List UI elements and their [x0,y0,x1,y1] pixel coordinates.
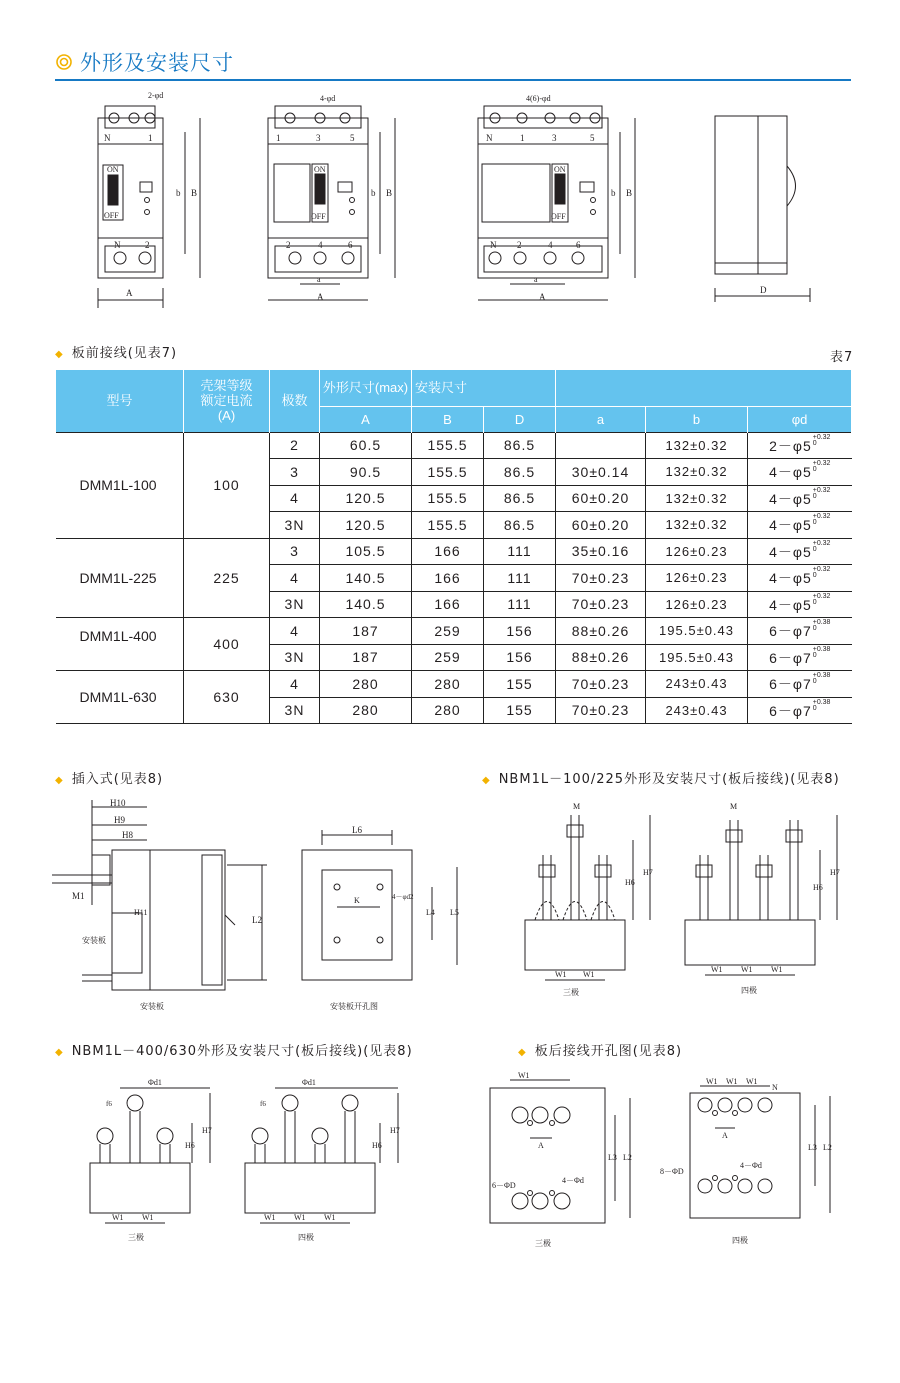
svg-text:OFF: OFF [104,211,119,220]
nbm-big-drawings [80,1068,420,1248]
svg-text:W1: W1 [741,965,753,974]
svg-text:四极: 四极 [741,986,757,995]
svg-text:W1: W1 [726,1077,738,1086]
svg-text:f6: f6 [260,1100,266,1108]
diamond-icon: ◆ [482,775,491,786]
cell-phid [748,591,852,618]
spec-table [55,370,852,724]
svg-text:5: 5 [350,133,355,143]
cell-poles: 4 [270,671,320,698]
cell-b: 243±0.43 [646,697,748,724]
svg-text:A: A [317,292,324,302]
svg-text:N: N [114,240,121,250]
svg-text:4－Φd: 4－Φd [740,1161,762,1170]
phid-value: 4－φ5 [769,596,812,613]
header-poles: 极数 [270,370,320,432]
cell-b: 259 [412,618,484,645]
cell-a [556,432,646,459]
svg-text:W1: W1 [324,1213,336,1222]
tolerance [813,647,831,659]
cell-rating: 225 [184,538,270,618]
svg-text:W1: W1 [518,1071,530,1080]
phid-value: 6－φ7 [769,649,812,666]
svg-text:a: a [317,275,321,284]
nbm-small-3pole [525,815,650,980]
section-nbm-big-title: ◆ NBM1L－400/630外形及安装尺寸(板后接线)(见表8) [55,1044,413,1059]
svg-text:f6: f6 [106,1100,112,1108]
svg-text:2: 2 [517,240,522,250]
tolerance [813,514,831,526]
cell-d: 86.5 [484,459,556,486]
cell-a: 187 [320,644,412,671]
svg-text:D: D [760,285,767,295]
svg-text:安装板开孔图: 安装板开孔图 [330,1002,378,1011]
tolerance-lower: 0 [812,545,817,553]
spec-table-body [56,432,852,724]
holes-4pole [690,1086,830,1218]
phid-value: 4－φ5 [769,490,812,507]
cell-d: 156 [484,644,556,671]
cell-b: 132±0.32 [646,485,748,512]
table-row [56,618,852,645]
cell-a: 70±0.23 [556,671,646,698]
plugin-hole-view [302,830,457,980]
svg-text:A: A [722,1131,728,1140]
svg-text:H9: H9 [114,815,125,825]
cell-phid [748,565,852,592]
svg-text:四极: 四极 [732,1236,748,1245]
cell-b: 166 [412,591,484,618]
svg-text:W1: W1 [711,965,723,974]
header-outline: 外形尺寸(max) [320,370,412,406]
cell-a: 280 [320,671,412,698]
cell-b: 259 [412,644,484,671]
svg-text:H8: H8 [122,830,133,840]
svg-text:1: 1 [276,133,281,143]
cell-b: 126±0.23 [646,538,748,565]
tolerance [813,673,831,685]
svg-text:W1: W1 [746,1077,758,1086]
cell-phid [748,671,852,698]
cell-b: 132±0.32 [646,512,748,539]
header-col-a: a [556,406,646,432]
holes-3pole [490,1080,630,1223]
svg-text:H7: H7 [643,868,653,877]
svg-text:8－ΦD: 8－ΦD [660,1167,684,1176]
table-row [56,538,852,565]
svg-text:M: M [573,802,581,811]
cell-b: 126±0.23 [646,591,748,618]
plugin-drawings [52,795,472,1020]
tolerance-lower: 0 [812,466,817,474]
tolerance [813,700,831,712]
svg-text:A: A [539,292,546,302]
cell-a: 60±0.20 [556,512,646,539]
phid-value: 2－φ5 [769,437,812,454]
svg-text:H6: H6 [185,1141,195,1150]
svg-text:4－Φd: 4－Φd [562,1176,584,1185]
diamond-icon: ◆ [518,1047,527,1058]
tolerance-lower: 0 [812,598,817,606]
cell-a: 30±0.14 [556,459,646,486]
svg-text:N: N [772,1083,778,1092]
cell-poles: 4 [270,565,320,592]
nbm-big-3pole [90,1088,210,1223]
svg-text:3: 3 [552,133,557,143]
cell-a: 120.5 [320,485,412,512]
tolerance-lower: 0 [812,519,817,527]
header-col-d: D [484,406,556,432]
svg-text:2-φd: 2-φd [148,91,164,100]
cell-d: 86.5 [484,432,556,459]
svg-text:N: N [486,133,493,143]
tolerance-lower: 0 [812,704,817,712]
cell-a: 88±0.26 [556,644,646,671]
cell-a: 60.5 [320,432,412,459]
outline-4pole [478,106,635,300]
svg-text:3: 3 [316,133,321,143]
svg-text:4－φd2: 4－φd2 [392,893,414,901]
cell-poles: 3 [270,459,320,486]
cell-d: 86.5 [484,512,556,539]
tolerance-upper: +0.38 [812,645,831,653]
outline-side [715,116,810,302]
svg-text:W1: W1 [142,1213,154,1222]
cell-b: 155.5 [412,459,484,486]
nbm-small-4pole [685,815,837,975]
svg-text:6－ΦD: 6－ΦD [492,1181,516,1190]
cell-b: 195.5±0.43 [646,618,748,645]
cell-a: 187 [320,618,412,645]
svg-text:M1: M1 [72,891,85,901]
tolerance [813,541,831,553]
tolerance-upper: +0.32 [812,566,831,574]
diamond-icon: ◆ [55,775,64,786]
svg-text:1: 1 [148,133,153,143]
cell-a: 105.5 [320,538,412,565]
header-model: 型号 [56,370,184,432]
cell-a: 140.5 [320,565,412,592]
phid-value: 6－φ7 [769,702,812,719]
cell-a: 88±0.26 [556,618,646,645]
cell-b: 132±0.32 [646,432,748,459]
phid-value: 4－φ5 [769,543,812,560]
tolerance-upper: +0.32 [812,486,831,494]
target-icon [56,54,72,70]
hole-drawings [480,1068,850,1253]
svg-text:M: M [730,802,738,811]
tolerance-upper: +0.32 [812,460,831,468]
cell-model: DMM1L-100 [56,432,184,538]
cell-rating: 630 [184,671,270,724]
svg-text:H11: H11 [134,908,148,917]
tolerance-upper: +0.32 [812,433,831,441]
table-row [56,671,852,698]
svg-text:K: K [354,896,360,905]
svg-text:安装板: 安装板 [140,1002,164,1011]
diamond-icon: ◆ [55,349,64,360]
tolerance [813,488,831,500]
header-col-b: b [646,406,748,432]
svg-text:4(6)-φd: 4(6)-φd [526,94,551,103]
cell-poles: 3N [270,697,320,724]
cell-b: 155.5 [412,432,484,459]
svg-text:6: 6 [576,240,581,250]
svg-text:4: 4 [318,240,323,250]
table-row [56,432,852,459]
svg-text:W1: W1 [264,1213,276,1222]
section-nbm-small-title: ◆ NBM1L－100/225外形及安装尺寸(板后接线)(见表8) [482,772,840,787]
svg-text:4-φd: 4-φd [320,94,336,103]
cell-phid [748,618,852,645]
tolerance [813,435,831,447]
tolerance-lower: 0 [812,678,817,686]
svg-text:安装板: 安装板 [82,936,106,945]
svg-text:H6: H6 [625,878,635,887]
diamond-icon: ◆ [55,1047,64,1058]
svg-text:Φd1: Φd1 [148,1078,162,1087]
cell-b: 155.5 [412,512,484,539]
svg-text:OFF: OFF [311,212,326,221]
phid-value: 6－φ7 [769,623,812,640]
cell-b: 132±0.32 [646,459,748,486]
cell-poles: 4 [270,618,320,645]
page-title: 外形及安装尺寸 [80,51,234,75]
svg-text:三极: 三极 [563,988,579,997]
svg-text:L2: L2 [823,1143,832,1152]
svg-text:6: 6 [348,240,353,250]
cell-b: 280 [412,671,484,698]
cell-d: 156 [484,618,556,645]
cell-a: 60±0.20 [556,485,646,512]
cell-d: 155 [484,671,556,698]
svg-text:三极: 三极 [535,1239,551,1248]
cell-rating: 100 [184,432,270,538]
svg-text:H10: H10 [110,798,126,808]
svg-text:L3: L3 [808,1143,817,1152]
tolerance-lower: 0 [812,572,817,580]
cell-phid [748,697,852,724]
cell-b: 243±0.43 [646,671,748,698]
tolerance-upper: +0.32 [812,592,831,600]
svg-text:B: B [386,188,393,198]
svg-text:H6: H6 [372,1141,382,1150]
cell-phid [748,459,852,486]
cell-d: 111 [484,565,556,592]
svg-text:L2: L2 [252,915,262,925]
tolerance [813,567,831,579]
cell-model: DMM1L-225 [56,538,184,618]
svg-text:L6: L6 [352,825,362,835]
header-col-a-upper: A [320,406,412,432]
tolerance [813,620,831,632]
nbm-big-4pole [245,1088,398,1223]
cell-poles: 3 [270,538,320,565]
cell-b: 280 [412,697,484,724]
svg-text:a: a [534,275,538,284]
cell-phid [748,432,852,459]
svg-text:5: 5 [590,133,595,143]
cell-a: 120.5 [320,512,412,539]
svg-text:四极: 四极 [298,1233,314,1242]
tolerance-upper: +0.32 [812,539,831,547]
cell-d: 111 [484,538,556,565]
cell-rating: 400 [184,618,270,671]
nbm-small-drawings [515,795,850,1000]
header-col-phid: φd [748,406,852,432]
tolerance-upper: +0.32 [812,513,831,521]
svg-text:H6: H6 [813,883,823,892]
phid-value: 6－φ7 [769,676,812,693]
section-holes-title: ◆ 板后接线开孔图(见表8) [518,1044,683,1059]
cell-poles: 4 [270,485,320,512]
svg-text:N: N [490,240,497,250]
svg-text:b: b [611,188,616,198]
tolerance-lower: 0 [812,651,817,659]
svg-text:W1: W1 [294,1213,306,1222]
svg-text:2: 2 [286,240,291,250]
svg-text:b: b [176,188,181,198]
cell-poles: 3N [270,591,320,618]
svg-text:B: B [626,188,633,198]
svg-text:2: 2 [145,240,150,250]
cell-a: 70±0.23 [556,591,646,618]
phid-value: 4－φ5 [769,570,812,587]
cell-a: 35±0.16 [556,538,646,565]
cell-a: 280 [320,697,412,724]
tolerance [813,461,831,473]
svg-text:ON: ON [554,165,566,174]
cell-d: 86.5 [484,485,556,512]
header-col-b-upper: B [412,406,484,432]
tolerance-lower: 0 [812,492,817,500]
svg-text:A: A [538,1141,544,1150]
cell-b: 166 [412,538,484,565]
svg-text:1: 1 [520,133,525,143]
cell-b: 155.5 [412,485,484,512]
tolerance-lower: 0 [812,439,817,447]
cell-a: 140.5 [320,591,412,618]
cell-a: 70±0.23 [556,697,646,724]
cell-d: 111 [484,591,556,618]
header-rating: 壳架等级 额定电流 (A) [184,370,270,432]
cell-b: 195.5±0.43 [646,644,748,671]
phid-value: 4－φ5 [769,464,812,481]
svg-text:b: b [371,188,376,198]
svg-text:N: N [104,133,111,143]
svg-text:W1: W1 [771,965,783,974]
cell-b: 126±0.23 [646,565,748,592]
tolerance [813,594,831,606]
cell-phid [748,538,852,565]
svg-text:A: A [126,288,133,298]
table-number: 表7 [830,350,854,365]
svg-text:L4: L4 [426,908,435,917]
svg-text:Φd1: Φd1 [302,1078,316,1087]
svg-text:ON: ON [314,165,326,174]
cell-model: DMM1L-630 [56,671,184,724]
svg-text:OFF: OFF [551,212,566,221]
svg-text:ON: ON [107,165,119,174]
cell-a: 70±0.23 [556,565,646,592]
cell-d: 155 [484,697,556,724]
cell-b: 166 [412,565,484,592]
title-rule [55,79,851,81]
outline-3pole [268,106,395,300]
cell-model: DMM1L-400 [56,618,184,671]
svg-text:L5: L5 [450,908,459,917]
tolerance-lower: 0 [812,625,817,633]
svg-text:W1: W1 [555,970,567,979]
cell-phid [748,512,852,539]
section-plugin-title: ◆ 插入式(见表8) [55,772,164,787]
svg-text:B: B [191,188,198,198]
svg-text:H7: H7 [830,868,840,877]
svg-text:W1: W1 [112,1213,124,1222]
cell-phid [748,485,852,512]
svg-text:三极: 三极 [128,1233,144,1242]
svg-text:L3: L3 [608,1153,617,1162]
svg-text:H7: H7 [390,1126,400,1135]
cell-a: 90.5 [320,459,412,486]
svg-text:W1: W1 [583,970,595,979]
svg-text:4: 4 [548,240,553,250]
cell-phid [748,644,852,671]
tolerance-upper: +0.38 [812,698,831,706]
tolerance-upper: +0.38 [812,672,831,680]
section-front-title: ◆ 板前接线(见表7) [55,346,178,361]
svg-text:L2: L2 [623,1153,632,1162]
phid-value: 4－φ5 [769,517,812,534]
svg-text:W1: W1 [706,1077,718,1086]
cell-poles: 3N [270,644,320,671]
cell-poles: 3N [270,512,320,539]
cell-poles: 2 [270,432,320,459]
tolerance-upper: +0.38 [812,619,831,627]
outline-drawings [90,88,830,308]
header-install: 安装尺寸 [412,370,556,406]
svg-text:H7: H7 [202,1126,212,1135]
